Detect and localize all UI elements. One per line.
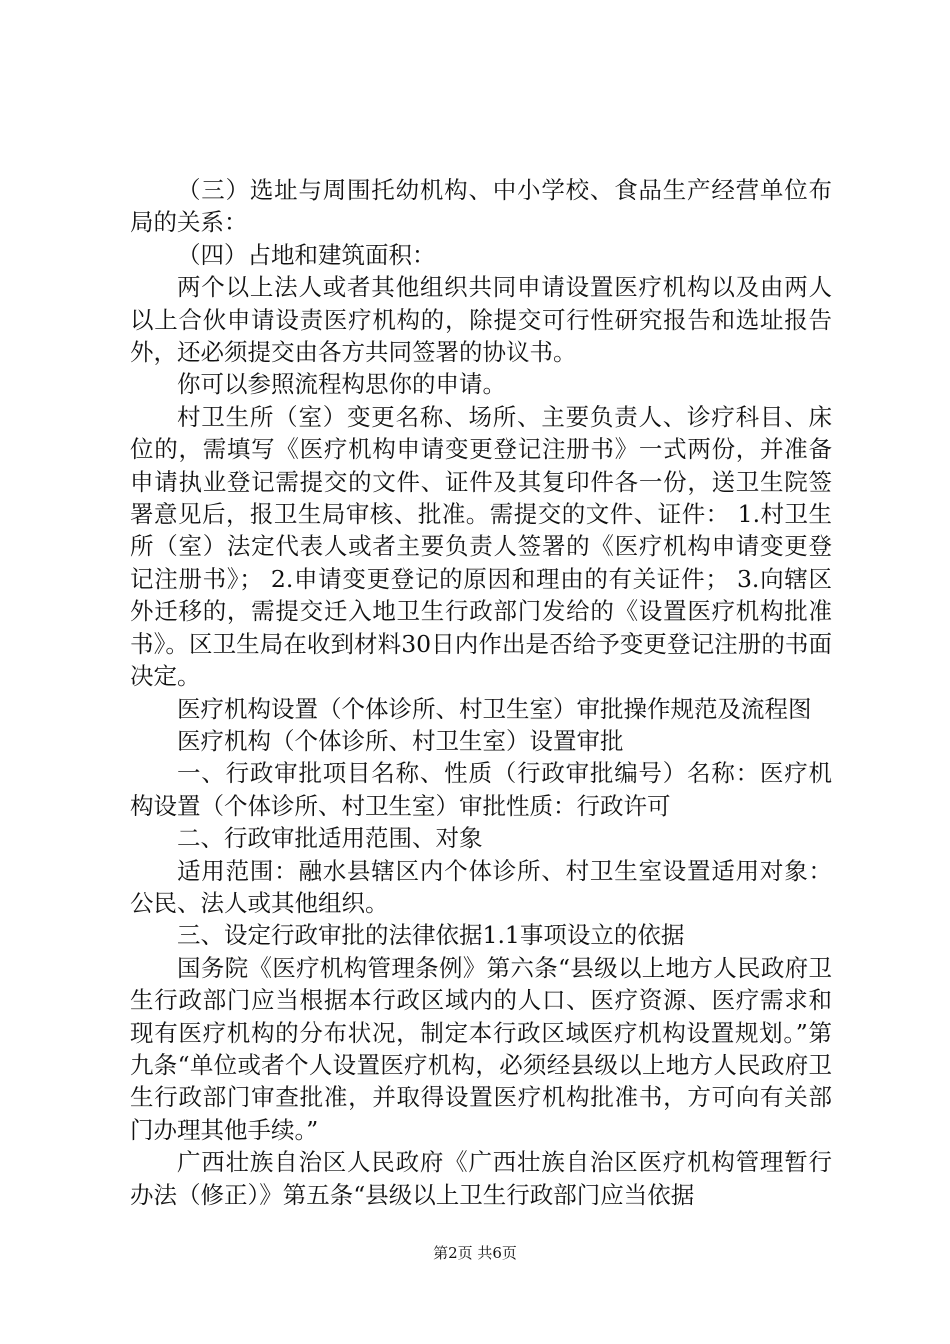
paragraph-section-one: 一、行政审批项目名称、性质（行政审批编号）名称：医疗机构设置（个体诊所、村卫生室）审批性质：行政许可 bbox=[130, 759, 832, 820]
page-number: 第2页 共6页 bbox=[433, 1244, 517, 1262]
document-body bbox=[130, 174, 832, 1211]
paragraph-approval-heading: 医疗机构（个体诊所、村卫生室）设置审批 bbox=[177, 726, 624, 755]
paragraph-scope: 适用范围：融水县辖区内个体诊所、村卫生室设置适用对象：公民、法人或其他组织。 bbox=[130, 856, 832, 917]
paragraph-state-council-regulation: 国务院《医疗机构管理条例》第六条“县级以上地方人民政府卫生行政部门应当根据本行政区域内的人口、医疗资源、医疗需求和现有医疗机构的分布状况，制定本行政区域医疗机构设置规划。”第九条“单位或者个人设置医疗机构，必须经县级以上地方人民政府卫生行政部门审查批准，并取得设置医疗机构批准书，方可向有关部门办理其他手续。” bbox=[130, 953, 832, 1144]
paragraph-section-three: 三、设定行政审批的法律依据1.1事项设立的依据 bbox=[177, 921, 685, 950]
paragraph-section-two: 二、行政审批适用范围、对象 bbox=[177, 824, 483, 853]
paragraph-village-clinic-change: 村卫生所（室）变更名称、场所、主要负责人、诊疗科目、床位的，需填写《医疗机构申请变更登记注册书》一式两份，并准备申请执业登记需提交的文件、证件及其复印件各一份，送卫生院签署意见后，报卫生局审核、批准。需提交的文件、证件： 1.村卫生所（室）法定代表人或者主要负责人签署的《医疗机构申请变更登记注册书》； 2.申请变更登记的原因和理由的有关证件； 3.向辖区外迁移的，需提交迁入地卫生行政部门发给的《设置医疗机构批准书》。区卫生局在收到材料30日内作出是否给予变更登记注册的书面决定。 bbox=[130, 402, 832, 691]
paragraph-joint-application: 两个以上法人或者其他组织共同申请设置医疗机构以及由两人以上合伙申请设责医疗机构的，除提交可行性研究报告和选址报告外，还必须提交由各方共同签署的协议书。 bbox=[130, 273, 832, 367]
paragraph-procedure-title: 医疗机构设置（个体诊所、村卫生室）审批操作规范及流程图 bbox=[177, 694, 812, 723]
paragraph-land-area: （四）占地和建筑面积： bbox=[177, 240, 436, 269]
paragraph-guangxi-regulation: 广西壮族自治区人民政府《广西壮族自治区医疗机构管理暂行办法（修正）》第五条“县级以上卫生行政部门应当依据 bbox=[130, 1148, 832, 1209]
page-footer bbox=[0, 1243, 950, 1263]
paragraph-site-relation: （三）选址与周围托幼机构、中小学校、食品生产经营单位布局的关系： bbox=[130, 176, 832, 237]
paragraph-reference-process: 你可以参照流程构思你的申请。 bbox=[177, 370, 506, 399]
